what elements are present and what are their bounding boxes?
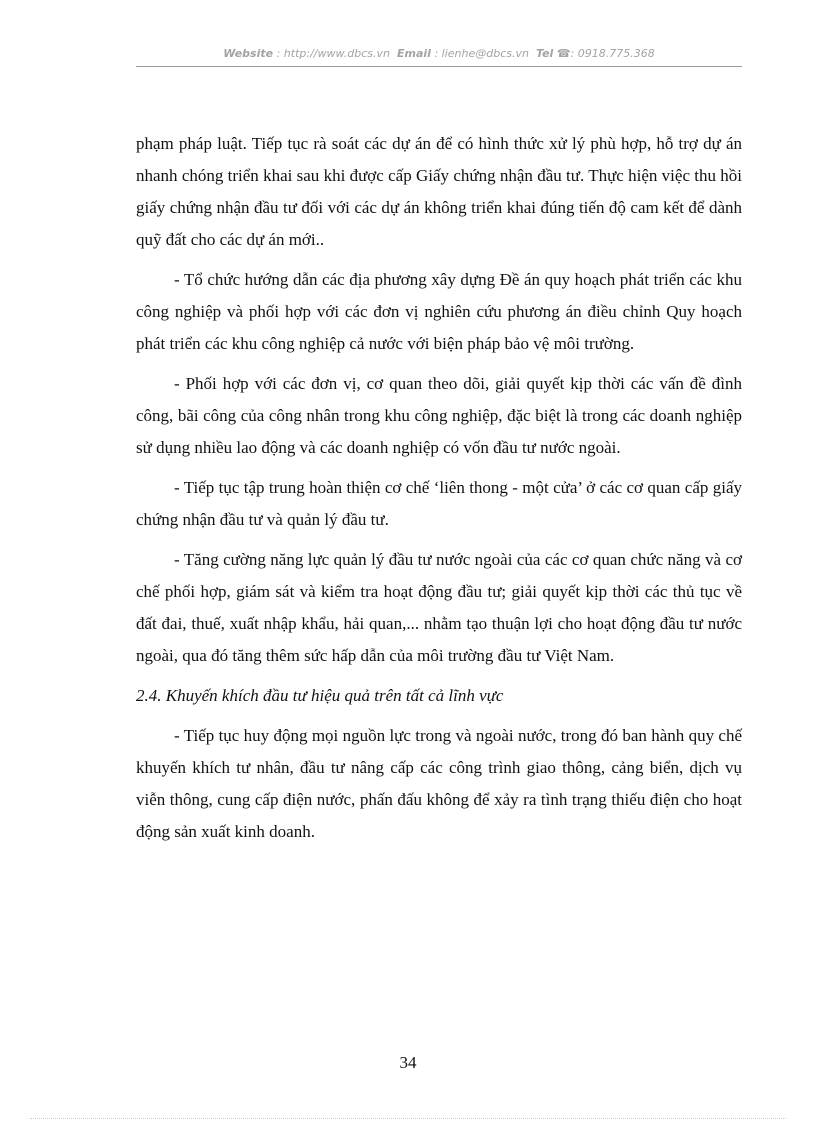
tel-label: Tel bbox=[535, 47, 554, 60]
paragraph-management-capacity: - Tăng cường năng lực quản lý đầu tư nước ngoài của các cơ quan chức năng và cơ chế phối hợp, giám sát và kiểm tra hoạt động đầu tư; giải quyết kịp thời các thủ tục về đất đai, thuế, xuất nhập khẩu, hải quan,... nhằm tạo thuận lợi cho hoạt động đầu tư nước ngoài, qua đó tăng thêm sức hấp dẫn của môi trường đầu tư Việt Nam. bbox=[136, 550, 742, 665]
phone-icon: ☎ bbox=[556, 47, 571, 60]
paragraph-one-stop-mechanism: - Tiếp tục tập trung hoàn thiện cơ chế ‘liên thong - một cửa’ ở các cơ quan cấp giấy chứng nhận đầu tư và quản lý đầu tư. bbox=[136, 478, 742, 529]
email-address: : lienhe@dbcs.vn bbox=[434, 47, 529, 60]
header-divider bbox=[136, 66, 742, 67]
page-number: 34 bbox=[399, 1053, 417, 1072]
footer-divider bbox=[30, 1118, 786, 1119]
page-body bbox=[136, 128, 742, 856]
paragraph-industrial-zone-planning: - Tổ chức hướng dẫn các địa phương xây dựng Đề án quy hoạch phát triển các khu công nghiệp và phối hợp với các đơn vị nghiên cứu phương án điều chỉnh Quy hoạch phát triển các khu công nghiệp cả nước với biện pháp bảo vệ môi trường. bbox=[136, 270, 742, 353]
email-label: Email bbox=[397, 47, 431, 60]
paragraph-resource-mobilization: - Tiếp tục huy động mọi nguồn lực trong và ngoài nước, trong đó ban hành quy chế khuyến khích tư nhân, đầu tư nâng cấp các công trình giao thông, cảng biển, dịch vụ viễn thông, cung cấp điện nước, phấn đấu không để xảy ra tình trạng thiếu điện cho hoạt động sản xuất kinh doanh. bbox=[136, 726, 742, 841]
paragraph-strike-resolution: - Phối hợp với các đơn vị, cơ quan theo dõi, giải quyết kịp thời các vấn đề đình công, bãi công của công nhân trong khu công nghiệp, đặc biệt là trong các doanh nghiệp sử dụng nhiều lao động và các doanh nghiệp có vốn đầu tư nước ngoài. bbox=[136, 374, 742, 457]
page-header bbox=[136, 47, 742, 60]
website-url: : http://www.dbcs.vn bbox=[276, 47, 391, 60]
tel-number: : 0918.775.368 bbox=[570, 47, 655, 60]
section-heading: 2.4. Khuyến khích đầu tư hiệu quả trên tất cả lĩnh vực bbox=[136, 686, 504, 705]
paragraph-continuation: phạm pháp luật. Tiếp tục rà soát các dự án để có hình thức xử lý phù hợp, hỗ trợ dự án nhanh chóng triển khai sau khi được cấp Giấy chứng nhận đầu tư. Thực hiện việc thu hồi giấy chứng nhận đầu tư đối với các dự án không triển khai đúng tiến độ cam kết để dành quỹ đất cho các dự án mới.. bbox=[136, 134, 742, 249]
website-label: Website bbox=[223, 47, 274, 60]
